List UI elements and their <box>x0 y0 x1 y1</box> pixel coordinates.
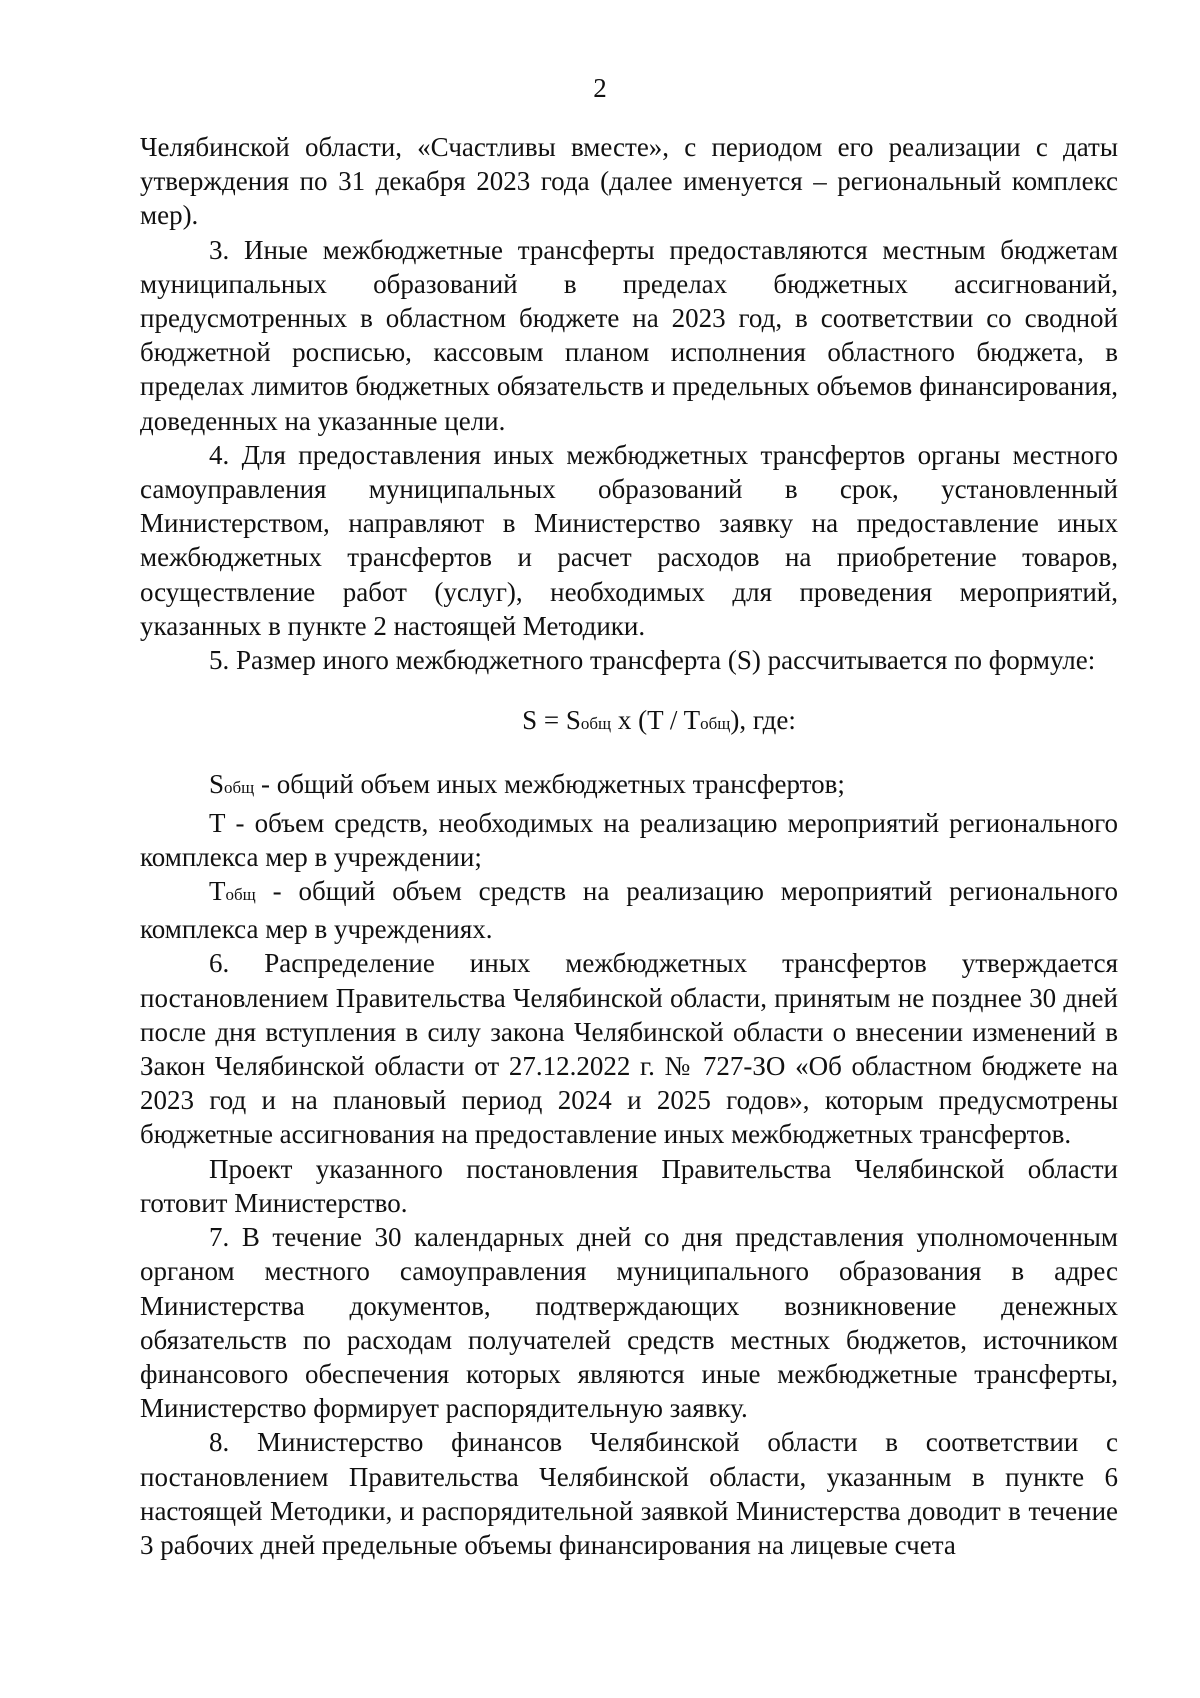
formula-subscript-2: общ <box>700 714 731 734</box>
definition-t-total <box>140 874 1118 946</box>
definition-var: Т <box>209 876 226 907</box>
paragraph-continuation: Челябинской области, «Счастливы вместе», с периодом его реализации с даты утверждения по 31 декабря 2023 года (далее именуется – региональный комплекс мер). <box>140 132 1118 231</box>
formula-subscript-1: общ <box>580 714 612 734</box>
definition-t: Т - объем средств, необходимых на реализацию мероприятий регионального комплекса мер в учреждении; <box>140 807 1118 872</box>
formula-lhs: S = S <box>522 705 581 736</box>
definition-var: S <box>209 769 225 800</box>
definition-text: - общий объем иных межбюджетных трансфертов; <box>254 769 845 800</box>
definition-text: - общий объем средств на реализацию мероприятий регионального комплекса мер в учреждениях. <box>140 876 1118 945</box>
paragraph-6: 6. Распределение иных межбюджетных трансфертов утверждается постановлением Правительства Челябинской области, принятым не позднее 30 дней после дня вступления в силу закона Челябинской области о внесении изменений в Закон Челябинской области от 27.12.2022 г. № 727-ЗО «Об областном бюджете на 2023 год и на плановый период 2024 и 2025 годов», которым предусмотрены бюджетные ассигнования на предоставление иных межбюджетных трансфертов. <box>140 948 1118 1150</box>
formula-middle: x (T / T <box>611 705 701 736</box>
paragraph-3: 3. Иные межбюджетные трансферты предоставляются местным бюджетам муниципальных образований в пределах бюджетных ассигнований, предусмотренных в областном бюджете на 2023 год, в соответствии со сводной бюджетной росписью, кассовым планом исполнения областного бюджета, в пределах лимитов бюджетных обязательств и предельных объемов финансирования, доведенных на указанные цели. <box>140 234 1118 436</box>
paragraph-6-project: Проект указанного постановления Правительства Челябинской области готовит Министерство. <box>140 1153 1118 1218</box>
formula-tail: ), где: <box>730 705 796 736</box>
page-number: 2 <box>593 73 607 103</box>
document-body <box>140 130 1118 1562</box>
paragraph-8: 8. Министерство финансов Челябинской области в соответствии с постановлением Правительства Челябинской области, указанным в пункте 6 настоящей Методики, и распорядительной заявкой Министерства доводит в течение 3 рабочих дней предельные объемы финансирования на лицевые счета <box>140 1427 1118 1560</box>
paragraph-4: 4. Для предоставления иных межбюджетных трансфертов органы местного самоуправления муниципальных образований в срок, установленный Министерством, направляют в Министерство заявку на предоставление иных межбюджетных трансфертов и расчет расходов на приобретение товаров, осуществление работ (услуг), необходимых для проведения мероприятий, указанных в пункте 2 настоящей Методики. <box>140 439 1118 641</box>
paragraph-7: 7. В течение 30 календарных дней со дня представления уполномоченным органом местного самоуправления муниципального образования в адрес Министерства документов, подтверждающих возникновение денежных обязательств по расходам получателей средств местных бюджетов, источником финансового обеспечения которых являются иные межбюджетные трансферты, Министерство формирует распорядительную заявку. <box>140 1222 1118 1424</box>
formula <box>140 703 1118 741</box>
definition-s-total <box>140 767 1118 805</box>
definition-subscript: общ <box>224 778 255 798</box>
paragraph-5: 5. Размер иного межбюджетного трансферта (S) рассчитывается по формуле: <box>209 645 1096 676</box>
definition-subscript: общ <box>225 885 256 905</box>
